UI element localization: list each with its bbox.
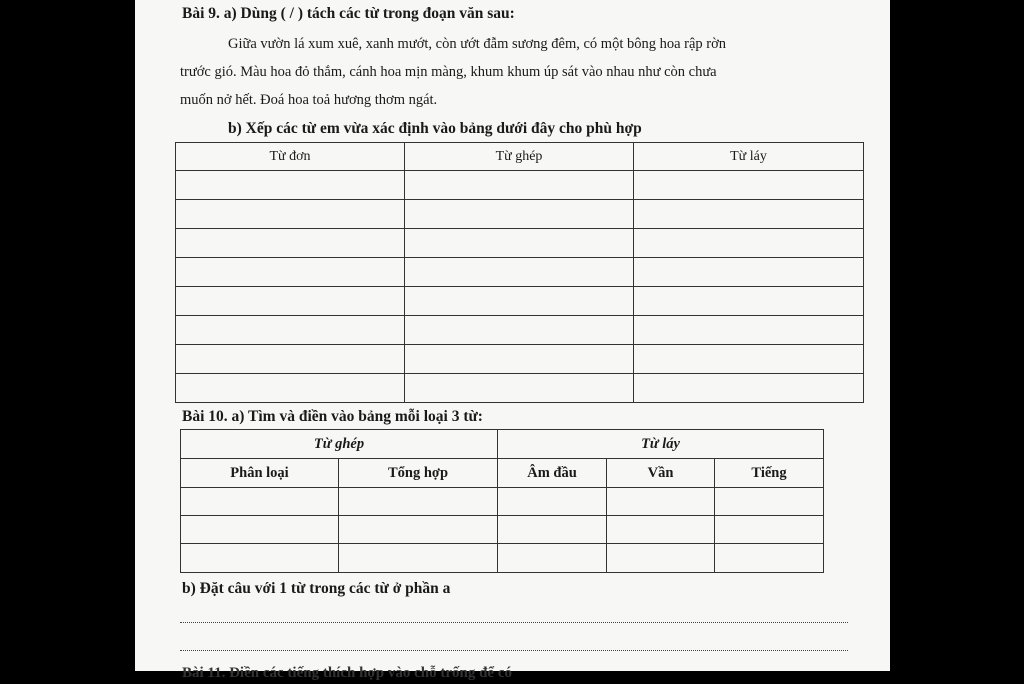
table-cell[interactable] [634,171,864,200]
table-cell[interactable] [405,258,634,287]
table-row [181,516,824,544]
table-cell[interactable] [715,544,824,573]
table-cell[interactable] [405,200,634,229]
table-cell[interactable] [607,488,715,516]
bai9-title: Bài 9. a) Dùng ( / ) tách các từ trong đoạn văn sau: [182,5,515,22]
table-cell[interactable] [181,544,339,573]
table-cell[interactable] [405,374,634,403]
table-cell[interactable] [607,544,715,573]
table-cell[interactable] [176,374,405,403]
header-van: Vần [607,459,715,488]
header-tu-lay: Từ láy [634,143,864,171]
table-cell[interactable] [176,287,405,316]
table-cell[interactable] [176,200,405,229]
table-cell[interactable] [339,488,498,516]
word-type-table [180,429,824,573]
table-cell[interactable] [498,516,607,544]
header-tu-don: Từ đơn [176,143,405,171]
table-cell[interactable] [634,229,864,258]
table-row [176,316,864,345]
bai9-paragraph-line-1: Giữa vườn lá xum xuê, xanh mướt, còn ướt đẫm sương đêm, có một bông hoa rập rờn [228,36,727,52]
table-cell[interactable] [181,516,339,544]
group-header-tu-lay: Từ láy [498,430,824,459]
header-phan-loai: Phân loại [181,459,339,488]
table-cell[interactable] [176,258,405,287]
header-tieng: Tiếng [715,459,824,488]
worksheet-page [135,0,890,681]
table-cell[interactable] [176,316,405,345]
table-cell[interactable] [498,488,607,516]
table-header-row [176,143,864,171]
table-row [176,258,864,287]
sub-header-row [181,459,824,488]
header-tong-hop: Tổng hợp [339,459,498,488]
bai10-part-b: b) Đặt câu với 1 từ trong các từ ở phần a [182,580,451,597]
table-cell[interactable] [405,316,634,345]
table-cell[interactable] [607,516,715,544]
table-row [181,544,824,573]
table-cell[interactable] [634,374,864,403]
table-cell[interactable] [715,516,824,544]
answer-line-2[interactable] [180,650,848,651]
table-cell[interactable] [405,171,634,200]
table-cell[interactable] [634,316,864,345]
table-cell[interactable] [339,544,498,573]
cutoff-next-exercise: Bài 11. Điền các tiếng thích hợp vào chỗ trống để có [182,665,512,681]
table-cell[interactable] [176,345,405,374]
table-cell[interactable] [339,516,498,544]
table-cell[interactable] [498,544,607,573]
bai10-title: Bài 10. a) Tìm và điền vào bảng mỗi loại 3 từ: [182,408,483,425]
table-row [181,488,824,516]
table-cell[interactable] [405,345,634,374]
table-cell[interactable] [634,287,864,316]
bai9-paragraph-line-3: muốn nở hết. Đoá hoa toả hương thơm ngát. [180,92,438,108]
group-header-tu-ghep: Từ ghép [181,430,498,459]
table-cell[interactable] [405,229,634,258]
table-row [176,200,864,229]
table-row [176,229,864,258]
bai9-paragraph-line-2: trước gió. Màu hoa đỏ thắm, cánh hoa mịn màng, khum khum úp sát vào nhau như còn chưa [180,64,717,80]
header-am-dau: Âm đầu [498,459,607,488]
group-header-row [181,430,824,459]
table-cell[interactable] [634,345,864,374]
table-cell[interactable] [176,171,405,200]
table-cell[interactable] [176,229,405,258]
answer-line-1[interactable] [180,622,848,623]
word-classification-table [175,142,864,403]
table-cell[interactable] [181,488,339,516]
table-cell[interactable] [715,488,824,516]
table-row [176,171,864,200]
header-tu-ghep: Từ ghép [405,143,634,171]
table-cell[interactable] [405,287,634,316]
table-row [176,287,864,316]
table-cell[interactable] [634,200,864,229]
bai9-part-b: b) Xếp các từ em vừa xác định vào bảng dưới đây cho phù hợp [228,120,642,137]
table-row [176,345,864,374]
table-row [176,374,864,403]
table-cell[interactable] [634,258,864,287]
